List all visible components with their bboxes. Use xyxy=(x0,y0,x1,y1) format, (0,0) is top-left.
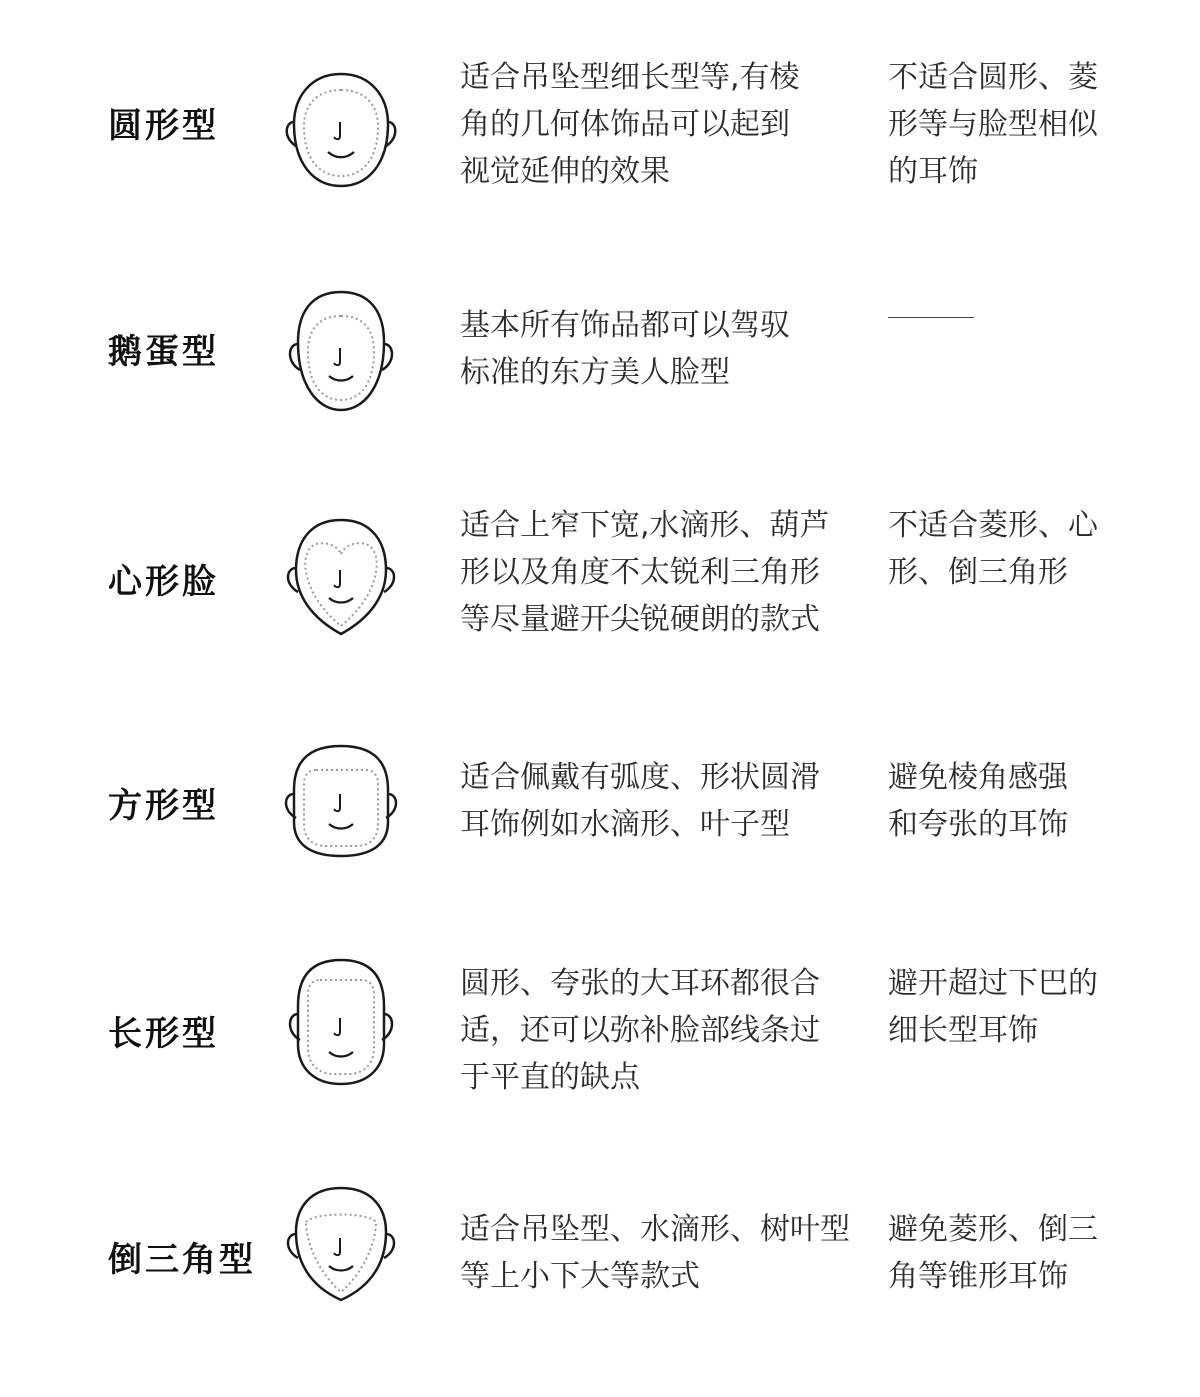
face-shape-name: 方形型 xyxy=(108,786,219,826)
suitable-text: 基本所有饰品都可以驾驭 标准的东方美人脸型 xyxy=(460,308,790,390)
suitable-text: 圆形、夸张的大耳环都很合 适，还可以弥补脸部线条过 于平直的缺点 xyxy=(460,966,820,1095)
face-row-oval xyxy=(0,276,1200,476)
face-shape-name: 心形脸 xyxy=(108,562,219,602)
unsuitable-text: 不适合圆形、菱 形等与脸型相似 的耳饰 xyxy=(888,60,1098,189)
unsuitable-text: 避免棱角感强 和夸张的耳饰 xyxy=(888,760,1068,842)
inverted-triangle-face-icon xyxy=(280,1182,402,1312)
face-row-heart xyxy=(0,500,1200,700)
none-dash xyxy=(888,317,974,318)
face-shape-name: 倒三角型 xyxy=(108,1240,256,1280)
unsuitable-text: 避开超过下巴的 细长型耳饰 xyxy=(888,966,1098,1048)
face-shape-name: 鹅蛋型 xyxy=(108,332,219,372)
long-face-icon xyxy=(280,956,402,1086)
face-row-square xyxy=(0,726,1200,926)
suitable-text: 适合吊坠型、水滴形、树叶型 等上小下大等款式 xyxy=(460,1212,850,1294)
unsuitable-text: 不适合菱形、心 形、倒三角形 xyxy=(888,508,1098,590)
face-row-inverted-triangle xyxy=(0,1176,1200,1376)
round-face-icon xyxy=(280,66,402,196)
suitable-text: 适合吊坠型细长型等,有棱 角的几何体饰品可以起到 视觉延伸的效果 xyxy=(460,60,800,189)
face-shape-name: 圆形型 xyxy=(108,106,219,146)
square-face-icon xyxy=(280,740,402,870)
suitable-text: 适合上窄下宽,水滴形、葫芦 形以及角度不太锐利三角形 等尽量避开尖锐硬朗的款式 xyxy=(460,508,830,637)
suitable-text: 适合佩戴有弧度、形状圆滑 耳饰例如水滴形、叶子型 xyxy=(460,760,820,842)
face-row-round xyxy=(0,50,1200,250)
face-row-long xyxy=(0,950,1200,1150)
unsuitable-text: 避免菱形、倒三 角等锥形耳饰 xyxy=(888,1212,1098,1294)
heart-face-icon xyxy=(280,514,402,644)
face-shape-name: 长形型 xyxy=(108,1014,219,1054)
oval-face-icon xyxy=(280,286,402,416)
